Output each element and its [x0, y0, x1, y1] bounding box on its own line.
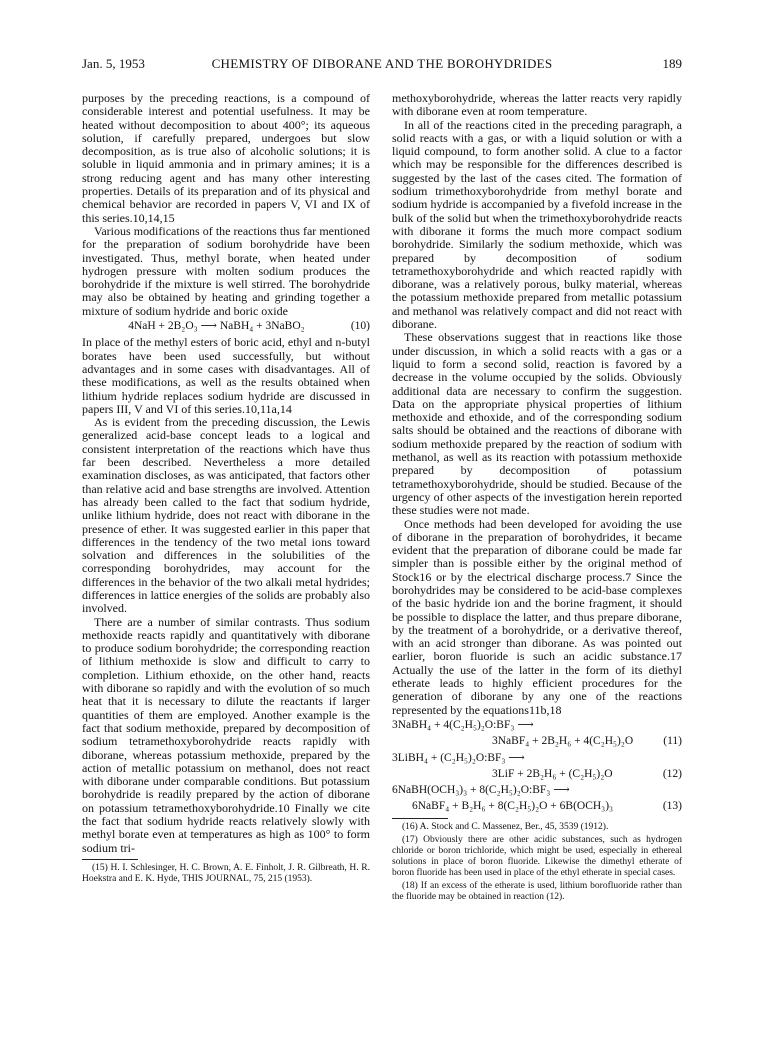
right-column [392, 92, 682, 905]
paragraph: Once methods had been developed for avoiding the use of diborane in the preparation of borohydrides, it became evident that the preparation of diborane could be made far simpler than is possible either by the original method of Stock16 or by the electrical discharge process.7 Since the borohydrides may be considered to be acid-base complexes of the basic hydride ion and the borine fragment, it should be possible to displace the latter, and thus prepare diborane, by the treatment of a borohydride, or a derivative thereof, with an acid stronger than diborane. As was pointed out earlier, boron fluoride is such an acidic substance.17 Actually the use of the latter in the form of its diethyl etherate leads to highly efficient procedures for the generation of diborane by any one of the reactions represented by the equations11b,18 [392, 516, 682, 717]
equation-text: 3NaBF₄ + 2B₂H₆ + 4(C₂H₅)₂O [492, 735, 634, 748]
equation-number: (13) [662, 800, 682, 813]
paragraph: These observations suggest that in reactions like those under discussion, in which a solid reacts with a gas or a liquid to form a second solid, reaction is favored by a decrease in the volume occupied by the solids. Obviously additional data are necessary to confirm the suggestion. Data on the appropriate physical properties of lithium methoxide and ethoxide, and of the corresponding sodium salts should be obtained and the reactions of diborane with sodium methoxide prepared by the reaction of sodium with methanol, as well as its reaction with potassium methoxide prepared by decomposition of potassium tetramethoxyborohydride, should be studied. Because of the urgency of other aspects of the investigation herein reported these studies were not made. [392, 330, 682, 518]
equation-text: 3LiF + 2B₂H₆ + (C₂H₅)₂O [492, 767, 613, 780]
left-column [82, 92, 370, 887]
header-date: Jan. 5, 1953 [82, 56, 145, 71]
footnote-18: (18) If an excess of the etherate is used, lithium borofluoride rather than the fluoride may be obtained in reaction (12). [392, 880, 682, 902]
equation-text: 4NaH + 2B₂O₃ ⟶ NaBH₄ + 3NaBO₂ [128, 320, 305, 333]
paragraph: As is evident from the preceding discussion, the Lewis generalized acid-base concept leads to a logical and consistent interpretation of the reactions which have thus far been described. Nevertheless a more detailed examination discloses, as was anticipated, that factors other than relative acid and base strengths are involved. Attention has already been called to the fact that sodium hydride, unlike lithium hydride, does not react with diborane in the presence of ether. It was suggested earlier in this paper that differences in the tendency of the two metal ions toward solvation and differences in the solubilities of the corresponding borohydrides, may account for the differences in the behavior of the two alkali metal hydrides; differences in lattice energies of the solids are probably also involved. [82, 415, 370, 616]
footnote-rule [82, 859, 138, 860]
paragraph: purposes by the preceding reactions, is a compound of considerable interest and potential usefulness. It may be heated without decomposition to about 400°; its aqueous solution, if carefully prepared, undergoes but slow decomposition, as is true also of alcoholic solutions; it is soluble in liquid ammonia and in primary amines; it is a strong reducing agent and has many other interesting properties. Details of its preparation and of its physical and chemical behavior are recorded in papers V, VI and IX of this series.10,14,15 [82, 91, 370, 225]
footnote-17: (17) Obviously there are other acidic substances, such as hydrogen chloride or boron trichloride, which might be used, especially in ethereal solutions in place of boron fluoride. Likewise the dimethyl etherate of boron fluoride has been used in place of the ethyl etherate in special cases. [392, 834, 682, 878]
footnote-rule [392, 818, 448, 819]
equation-10 [82, 320, 370, 333]
equation-number: (10) [350, 320, 370, 333]
equation-13-products [392, 800, 682, 813]
paragraph: In place of the methyl esters of boric acid, ethyl and n-butyl borates have been used successfully, but without advantages and in some cases with disadvantages. All of these modifications, as well as the results obtained when lithium hydride replaces sodium hydride are discussed in papers III, V and VI of this series.10,11a,14 [82, 335, 370, 416]
equation-12-products [392, 768, 682, 781]
page-number: 189 [662, 56, 682, 71]
equation-11-reactants: 3NaBH₄ + 4(C₂H₅)₂O:BF₃ ⟶ [392, 718, 534, 731]
equation-13-reactants: 6NaBH(OCH₃)₃ + 8(C₂H₅)₂O:BF₃ ⟶ [392, 784, 570, 797]
equation-number: (11) [663, 735, 682, 748]
paragraph: There are a number of similar contrasts. Thus sodium methoxide reacts rapidly and quantitatively with diborane to produce sodium borohydride; the corresponding reaction of lithium methoxide is slow and difficult to carry to completion. Lithium ethoxide, on the other hand, reacts with diborane so rapidly and with the evolution of so much heat that it is necessary to dilute the reactants if larger quantities of them are employed. Another example is the fact that sodium methoxide, prepared by decomposition of sodium tetramethoxyborohydride reacts rapidly with diborane, whereas potassium methoxide, prepared by the action of metallic potassium on methanol, does not react with diborane under comparable conditions. But potassium borohydride is readily prepared by the action of diborane on potassium tetramethoxyborohydride.10 Finally we cite the fact that sodium hydride reacts relatively slowly with methyl borate even at temperatures as high as 100° to form sodium tri- [82, 614, 370, 855]
equation-number: (12) [662, 767, 682, 780]
paragraph: Various modifications of the reactions thus far mentioned for the preparation of sodium borohydride have been investigated. Thus, methyl borate, when heated under hydrogen pressure with molten sodium produces the borohydride if the mixture is well stirred. The borohydride may also be obtained by heating and grinding together a mixture of sodium hydride and boric oxide [82, 223, 370, 318]
equation-12-reactants: 3LiBH₄ + (C₂H₅)₂O:BF₃ ⟶ [392, 751, 525, 764]
footnote-15: (15) H. I. Schlesinger, H. C. Brown, A. E. Finholt, J. R. Gilbreath, H. R. Hoekstra and E. K. Hyde, THIS JOURNAL, 75, 215 (1953). [82, 862, 370, 884]
header-title: CHEMISTRY OF DIBORANE AND THE BOROHYDRIDES [211, 56, 553, 71]
running-header [82, 56, 682, 72]
paragraph: In all of the reactions cited in the preceding paragraph, a solid reacts with a gas, or with a liquid solution or with a liquid compound, to form another solid. A clue to a factor which may be responsible for the differences described is suggested by the last of the cases cited. The formation of sodium trimethoxyborohydride from methyl borate and sodium hydride is accompanied by a fivefold increase in the bulk of the solid but when the trimethoxyborohydride reacts with diborane it forms the much more compact sodium borohydride. Similarly the sodium methoxide, which was prepared by decomposition of sodium tetramethoxyborohydride and which reacted rapidly with diborane, was a relatively porous, bulky material, whereas the potassium methoxide prepared from metallic potassium and methanol was relatively compact and did not react with diborane. [392, 117, 682, 332]
equation-text: 6NaBF₄ + B₂H₆ + 8(C₂H₅)₂O + 6B(OCH₃)₃ [412, 800, 614, 813]
paragraph: methoxyborohydride, whereas the latter reacts very rapidly with diborane even at room temperature. [392, 91, 682, 119]
footnote-16: (16) A. Stock and C. Massenez, Ber., 45, 3539 (1912). [402, 821, 609, 832]
equation-11-products [392, 735, 682, 748]
